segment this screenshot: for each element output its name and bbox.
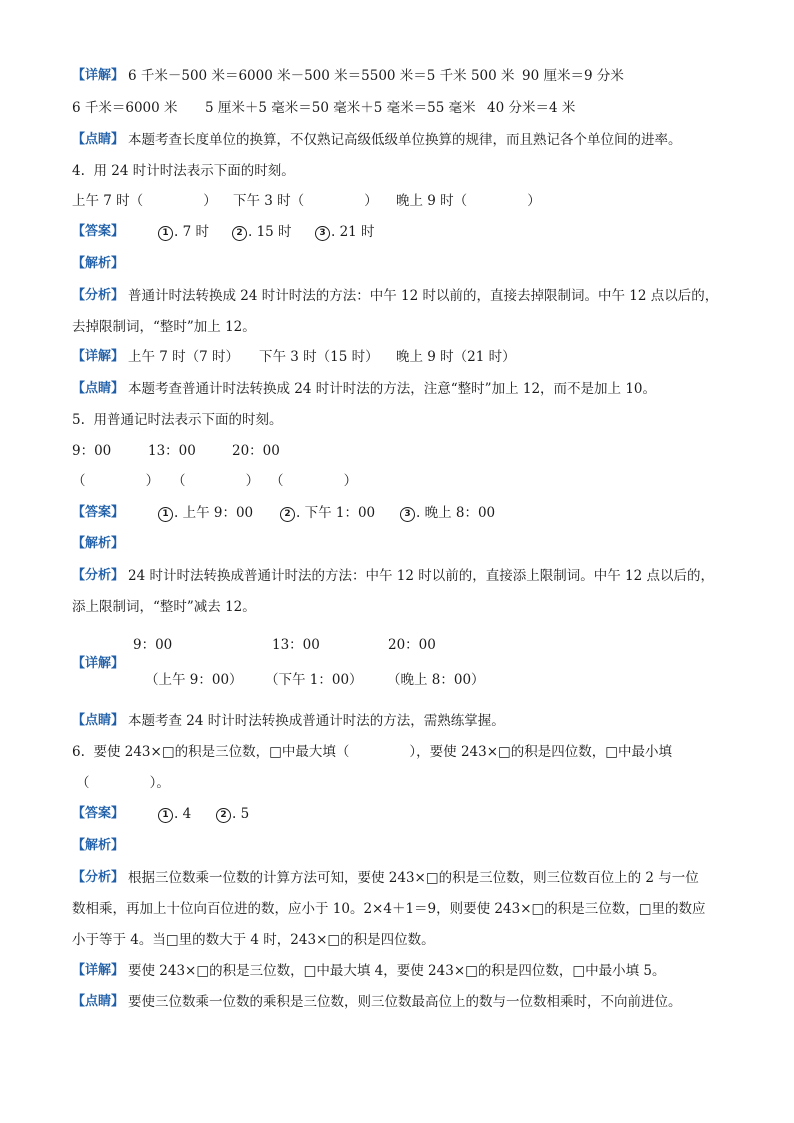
detail-text: 40 分米＝4 米 [487,100,576,116]
detail-text: 5 厘米＋5 毫米＝50 毫米＋5 毫米＝55 毫米 [205,100,476,116]
answer-text: . 15 时 [248,224,292,240]
answer-text: . 7 时 [174,224,209,240]
answer-text: . 5 [232,806,250,822]
blank-item: （ ） [72,473,160,489]
detail-result: （晚上 8：00） [387,672,485,688]
blank-item: （ ） [172,473,260,489]
detail-text: 要使 243×□的积是三位数，□中最大填 4，要使 243×□的积是四位数，□中最小填 5。 [128,963,666,979]
answer-item [280,504,375,522]
answer-item [216,805,249,823]
answer-item [158,805,191,823]
point-text: 要使三位数乘一位数的乘积是三位数，则三位数最高位上的数与一位数相乘时，不向前进位。 [128,994,682,1010]
answer-label: 【答案】 [72,224,125,239]
detail-text: 6 千米＝6000 米 [72,100,178,116]
answer-item [158,223,209,241]
answer-label: 【答案】 [72,505,125,520]
point-label: 【点睛】 [72,381,125,396]
fenxi-label: 【分析】 [72,568,125,583]
answer-item [232,223,292,241]
time-item: 13：00 [148,443,196,459]
blank-item: 下午 3 时（ ） [233,193,378,209]
circled-number-icon: 3 [315,226,330,241]
time-item: 20：00 [232,443,280,459]
answer-item [315,223,375,241]
analysis-label: 【解析】 [72,256,125,271]
answer-text: . 下午 1：00 [296,505,376,521]
circled-number-icon: 2 [232,226,247,241]
fenxi-label: 【分析】 [72,288,125,303]
circled-number-icon: 1 [158,808,173,823]
fenxi-label: 【分析】 [72,870,125,885]
point-text: 本题考查普通计时法转换成 24 时计时法的方法，注意“整时”加上 12，而不是加上 10。 [128,381,657,397]
circled-number-icon: 1 [158,226,173,241]
detail-result: （上午 9：00） [145,672,243,688]
detail-label: 【详解】 [72,656,125,671]
point-label: 【点睛】 [72,132,125,147]
circled-number-icon: 2 [280,507,295,522]
answer-label: 【答案】 [72,806,125,821]
fenxi-text: 普通计时法转换成 24 时计时法的方法：中午 12 时以前的，直接去掉限制词。中午 12 点以后的， [128,288,719,304]
circled-number-icon: 1 [158,507,173,522]
detail-label: 【详解】 [72,963,125,978]
blank-item: （ ） [270,473,358,489]
fenxi-text: 小于等于 4。当□里的数大于 4 时，243×□的积是四位数。 [72,932,435,948]
question-4: 4. 用 24 时计时法表示下面的时刻。 [72,163,295,179]
detail-label: 【详解】 [72,68,125,83]
time-item: 9：00 [72,443,112,459]
answer-text: . 上午 9：00 [174,505,254,521]
detail-text: 晚上 9 时（21 时） [396,349,516,365]
circled-number-icon: 2 [216,808,231,823]
answer-text: . 21 时 [331,224,375,240]
detail-time: 13：00 [272,637,320,653]
fenxi-text: 数相乘，再加上十位向百位进的数，应小于 10。2×4＋1＝9，则要使 243×□的积是三位数，□里的数应 [72,901,706,917]
detail-text: 下午 3 时（15 时） [259,349,379,365]
detail-text: 6 千米－500 米＝6000 米－500 米＝5500 米＝5 千米 500 米 [128,68,515,84]
point-label: 【点睛】 [72,994,125,1009]
fenxi-text: 去掉限制词，“整时”加上 12。 [72,319,256,335]
detail-result: （下午 1：00） [265,672,363,688]
detail-label: 【详解】 [72,349,125,364]
answer-item [158,504,253,522]
answer-text: . 晚上 8：00 [416,505,496,521]
answer-text: . 4 [174,806,192,822]
point-label: 【点睛】 [72,713,125,728]
circled-number-icon: 3 [400,507,415,522]
point-text: 本题考查 24 时计时法转换成普通计时法的方法，需熟练掌握。 [128,713,505,729]
detail-text: 90 厘米＝9 分米 [522,68,624,84]
question-6: 6. 要使 243×□的积是三位数，□中最大填（ ），要使 243×□的积是四位数，□中最小填 [72,744,673,760]
question-5: 5. 用普通记时法表示下面的时刻。 [72,412,283,428]
fenxi-text: 根据三位数乘一位数的计算方法可知，要使 243×□的积是三位数，则三位数百位上的 2 与一位 [128,870,699,886]
answer-item [400,504,495,522]
fenxi-text: 添上限制词，“整时”减去 12。 [72,599,256,615]
analysis-label: 【解析】 [72,838,125,853]
detail-time: 9：00 [133,637,173,653]
detail-time: 20：00 [388,637,436,653]
detail-text: 上午 7 时（7 时） [128,349,240,365]
point-text: 本题考查长度单位的换算，不仅熟记高级低级单位换算的规律，而且熟记各个单位间的进率。 [128,132,682,148]
question-6-cont: （ ）。 [76,775,170,791]
fenxi-text: 24 时计时法转换成普通计时法的方法：中午 12 时以前的，直接添上限制词。中午 12 点以后的， [128,568,714,584]
blank-item: 上午 7 时（ ） [72,193,217,209]
analysis-label: 【解析】 [72,536,125,551]
blank-item: 晚上 9 时（ ） [396,193,541,209]
